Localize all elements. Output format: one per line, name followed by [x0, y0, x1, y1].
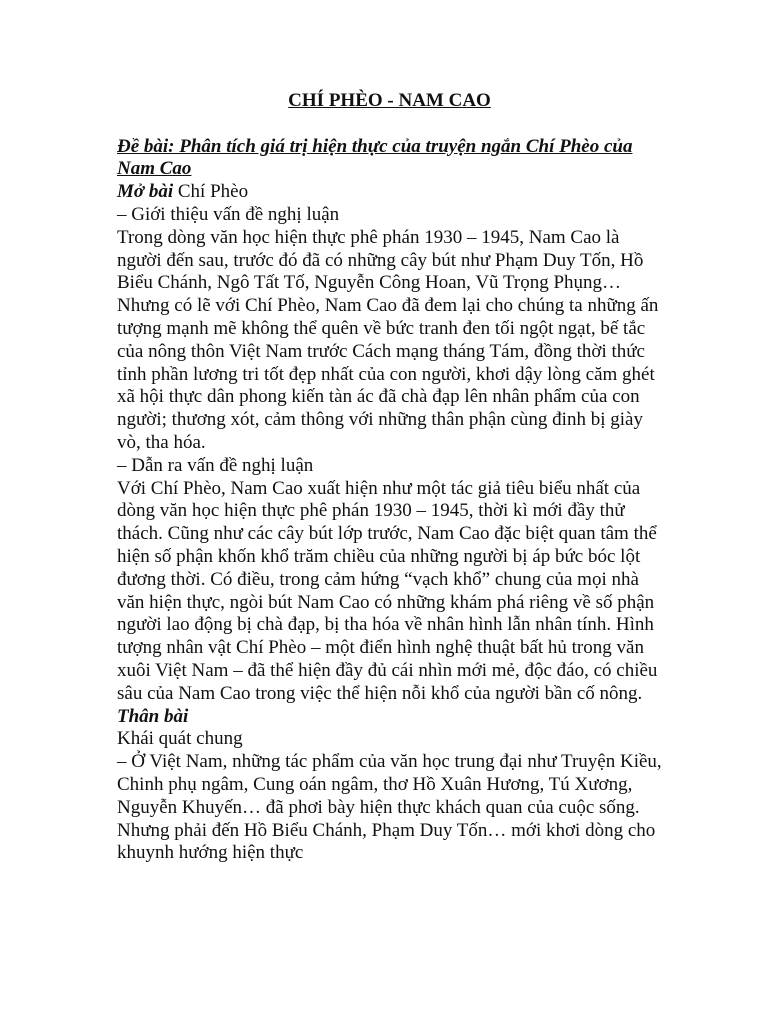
document-body [117, 90, 662, 865]
paragraph-lead: Với Chí Phèo, Nam Cao xuất hiện như một tác giả tiêu biểu nhất của dòng văn học hiện thực phê phán 1930 – 1945, thời kì mới đầy thử thách. Cũng như các cây bút lớp trước, Nam Cao đặc biệt quan tâm thể hiện số phận khốn khổ trăm chiều của những người bị áp bức bóc lột đương thời. Có điều, trong cảm hứng “vạch khổ” chung của mọi nhà văn hiện thực, ngòi bút Nam Cao có những khám phá riêng về số phận người lao động bị chà đạp, bị tha hóa về nhân hình lẫn nhân tính. Hình tượng nhân vật Chí Phèo – một điển hình nghệ thuật bất hủ trong văn xuôi Việt Nam – đã thể hiện đầy đủ cái nhìn mới mẻ, độc đáo, có chiều sâu của Nam Cao trong việc thể hiện nỗi khổ của người bần cố nông. [117, 477, 658, 704]
mo-bai-heading: Mở bài [117, 181, 174, 203]
paragraph-overview: – Ở Việt Nam, những tác phẩm của văn học trung đại như Truyện Kiều, Chinh phụ ngâm, Cung oán ngâm, thơ Hồ Xuân Hương, Tú Xương, Nguyễn Khuyến… đã phơi bày hiện thực khách quan của cuộc sống. Nhưng phải đến Hồ Biểu Chánh, Phạm Duy Tốn… mới khơi dòng cho khuynh hướng hiện thực [117, 751, 662, 864]
subheading-overview: Khái quát chung [117, 728, 243, 750]
than-bai-heading: Thân bài [117, 705, 189, 727]
essay-topic: Đề bài: Phân tích giá trị hiện thực của truyện ngắn Chí Phèo của Nam Cao [117, 135, 633, 180]
paragraph-intro: Trong dòng văn học hiện thực phê phán 1930 – 1945, Nam Cao là người đến sau, trước đó đã có những cây bút như Phạm Duy Tốn, Hồ Biểu Chánh, Ngô Tất Tố, Nguyễn Công Hoan, Vũ Trọng Phụng… Nhưng có lẽ với Chí Phèo, Nam Cao đã đem lại cho chúng ta những ấn tượng mạnh mẽ không thể quên về bức tranh đen tối ngột ngạt, bế tắc của nông thôn Việt Nam trước Cách mạng tháng Tám, đồng thời thức tỉnh phần lương tri tốt đẹp nhất của con người, khơi dậy lòng căm ghét xã hội thực dân phong kiến tàn ác đã chà đạp lên nhân phẩm của con người; thương xót, cảm thông với những thân phận cùng đinh bị giày vò, tha hóa. [117, 226, 659, 453]
mo-bai-tail: Chí Phèo [173, 181, 249, 203]
point-introduce-issue: – Giới thiệu vấn đề nghị luận [117, 203, 340, 225]
document-title: CHÍ PHÈO - NAM CAO [288, 90, 491, 111]
mo-bai-line [117, 181, 662, 204]
point-lead-issue: – Dẫn ra vấn đề nghị luận [117, 454, 314, 476]
